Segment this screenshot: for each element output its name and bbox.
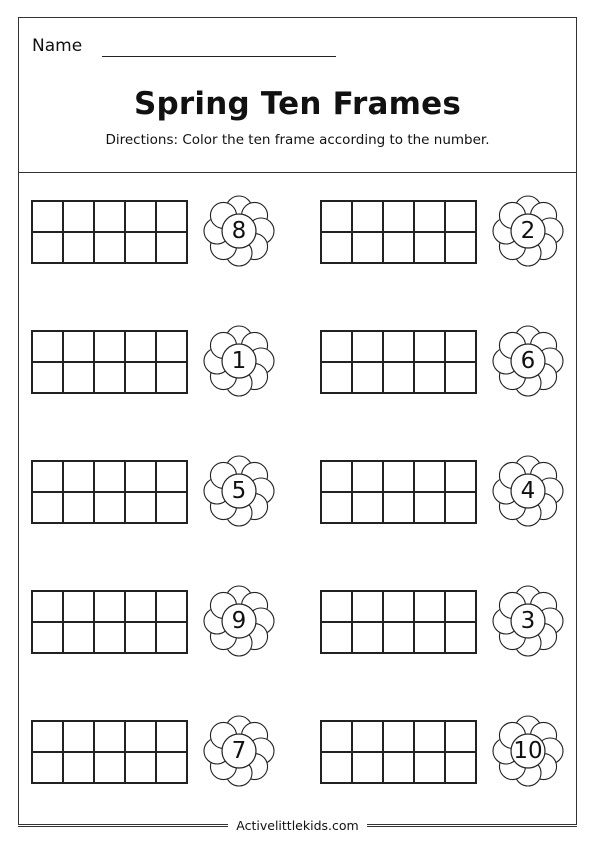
frame-number: 2 xyxy=(520,218,536,244)
ten-frame-item xyxy=(19,453,269,529)
ten-frame-cell[interactable] xyxy=(414,331,445,362)
ten-frame[interactable] xyxy=(320,720,477,784)
ten-frame-cell[interactable] xyxy=(63,492,94,523)
ten-frame[interactable] xyxy=(31,200,188,264)
flower-icon xyxy=(490,713,566,789)
ten-frame-cell[interactable] xyxy=(321,201,352,232)
ten-frame-cell[interactable] xyxy=(321,232,352,263)
ten-frame-cell[interactable] xyxy=(94,622,125,653)
ten-frame-cell[interactable] xyxy=(352,331,383,362)
ten-frame[interactable] xyxy=(320,460,477,524)
ten-frame-cell[interactable] xyxy=(63,331,94,362)
ten-frame-cell[interactable] xyxy=(321,721,352,752)
frame-number: 8 xyxy=(231,218,247,244)
ten-frame-cell[interactable] xyxy=(156,591,187,622)
ten-frame-cell[interactable] xyxy=(321,461,352,492)
name-label: Name xyxy=(32,36,83,56)
ten-frame-cell[interactable] xyxy=(32,362,63,393)
ten-frame-cell[interactable] xyxy=(125,591,156,622)
ten-frame-cell[interactable] xyxy=(352,492,383,523)
ten-frame-cell[interactable] xyxy=(383,591,414,622)
flower-icon xyxy=(201,713,277,789)
ten-frame-cell[interactable] xyxy=(445,362,476,393)
ten-frame-cell[interactable] xyxy=(32,201,63,232)
ten-frame-cell[interactable] xyxy=(445,461,476,492)
ten-frame-cell[interactable] xyxy=(383,362,414,393)
ten-frame-cell[interactable] xyxy=(383,331,414,362)
ten-frame-cell[interactable] xyxy=(125,752,156,783)
ten-frame-cell[interactable] xyxy=(156,752,187,783)
ten-frame-item xyxy=(308,323,558,399)
ten-frame-cell[interactable] xyxy=(383,232,414,263)
ten-frame-cell[interactable] xyxy=(32,752,63,783)
ten-frame-cell[interactable] xyxy=(156,721,187,752)
ten-frame[interactable] xyxy=(31,590,188,654)
frame-number: 4 xyxy=(520,478,536,504)
ten-frame-cell[interactable] xyxy=(445,331,476,362)
ten-frame-cell[interactable] xyxy=(445,201,476,232)
ten-frame-cell[interactable] xyxy=(63,232,94,263)
ten-frame-cell[interactable] xyxy=(445,492,476,523)
ten-frame-cell[interactable] xyxy=(445,622,476,653)
ten-frame-cell[interactable] xyxy=(63,362,94,393)
frame-number: 6 xyxy=(520,348,536,374)
ten-frame-cell[interactable] xyxy=(94,492,125,523)
ten-frame-cell[interactable] xyxy=(125,721,156,752)
ten-frame-cell[interactable] xyxy=(94,331,125,362)
ten-frame-cell[interactable] xyxy=(63,201,94,232)
ten-frame-cell[interactable] xyxy=(383,201,414,232)
ten-frame-cell[interactable] xyxy=(321,492,352,523)
ten-frame-cell[interactable] xyxy=(156,622,187,653)
ten-frame[interactable] xyxy=(320,330,477,394)
ten-frame-cell[interactable] xyxy=(414,622,445,653)
ten-frame-cell[interactable] xyxy=(32,331,63,362)
ten-frame-cell[interactable] xyxy=(94,461,125,492)
ten-frame-cell[interactable] xyxy=(321,362,352,393)
ten-frame-cell[interactable] xyxy=(414,362,445,393)
frame-number: 7 xyxy=(231,738,247,764)
ten-frame[interactable] xyxy=(320,590,477,654)
ten-frame-cell[interactable] xyxy=(383,622,414,653)
ten-frame-item xyxy=(19,583,269,659)
frame-number: 5 xyxy=(231,478,247,504)
ten-frame-cell[interactable] xyxy=(125,461,156,492)
ten-frame[interactable] xyxy=(31,460,188,524)
ten-frame-cell[interactable] xyxy=(125,232,156,263)
ten-frame-cell[interactable] xyxy=(445,721,476,752)
ten-frame-cell[interactable] xyxy=(32,461,63,492)
worksheet-header xyxy=(19,18,576,173)
ten-frame-cell[interactable] xyxy=(352,752,383,783)
ten-frame-cell[interactable] xyxy=(383,461,414,492)
ten-frame-item xyxy=(19,323,269,399)
ten-frame-cell[interactable] xyxy=(414,721,445,752)
ten-frame-cell[interactable] xyxy=(156,362,187,393)
flower-icon xyxy=(490,193,566,269)
ten-frame-cell[interactable] xyxy=(445,752,476,783)
ten-frame-cell[interactable] xyxy=(352,622,383,653)
ten-frames-grid xyxy=(19,173,576,813)
ten-frame-cell[interactable] xyxy=(63,721,94,752)
ten-frame-cell[interactable] xyxy=(156,201,187,232)
ten-frame-item xyxy=(308,583,558,659)
ten-frame-cell[interactable] xyxy=(32,622,63,653)
ten-frame-cell[interactable] xyxy=(414,591,445,622)
ten-frame-cell[interactable] xyxy=(414,752,445,783)
ten-frame-cell[interactable] xyxy=(94,591,125,622)
ten-frame-cell[interactable] xyxy=(352,201,383,232)
ten-frame-cell[interactable] xyxy=(383,752,414,783)
frame-number: 10 xyxy=(513,738,543,764)
ten-frame-cell[interactable] xyxy=(63,622,94,653)
ten-frame-item xyxy=(308,193,558,269)
ten-frame[interactable] xyxy=(31,720,188,784)
ten-frame-cell[interactable] xyxy=(321,331,352,362)
directions-text: Directions: Color the ten frame according to the number. xyxy=(105,132,490,148)
ten-frame-cell[interactable] xyxy=(94,232,125,263)
worksheet xyxy=(18,17,577,825)
flower-icon xyxy=(490,583,566,659)
ten-frame-item xyxy=(308,453,558,529)
ten-frame-cell[interactable] xyxy=(156,331,187,362)
flower-icon xyxy=(490,323,566,399)
ten-frame-cell[interactable] xyxy=(125,201,156,232)
ten-frame-cell[interactable] xyxy=(352,362,383,393)
ten-frame-cell[interactable] xyxy=(32,232,63,263)
flower-icon xyxy=(201,193,277,269)
ten-frame-cell[interactable] xyxy=(414,232,445,263)
frame-number: 3 xyxy=(520,608,536,634)
ten-frame-cell[interactable] xyxy=(125,492,156,523)
ten-frame-cell[interactable] xyxy=(125,362,156,393)
ten-frame-cell[interactable] xyxy=(94,201,125,232)
ten-frame-cell[interactable] xyxy=(445,591,476,622)
ten-frame-cell[interactable] xyxy=(156,492,187,523)
ten-frame-cell[interactable] xyxy=(94,362,125,393)
ten-frame-cell[interactable] xyxy=(32,721,63,752)
ten-frame-cell[interactable] xyxy=(32,492,63,523)
footer-text: Activelittlekids.com xyxy=(228,818,366,833)
ten-frame-cell[interactable] xyxy=(352,721,383,752)
ten-frame[interactable] xyxy=(320,200,477,264)
ten-frame-cell[interactable] xyxy=(63,591,94,622)
ten-frame-cell[interactable] xyxy=(63,461,94,492)
frame-number: 9 xyxy=(231,608,247,634)
name-input-line[interactable] xyxy=(102,56,336,57)
flower-icon xyxy=(490,453,566,529)
ten-frame-cell[interactable] xyxy=(94,752,125,783)
ten-frame-cell[interactable] xyxy=(63,752,94,783)
flower-icon xyxy=(201,323,277,399)
ten-frame-cell[interactable] xyxy=(125,331,156,362)
ten-frame-cell[interactable] xyxy=(321,591,352,622)
ten-frame-cell[interactable] xyxy=(321,752,352,783)
ten-frame-cell[interactable] xyxy=(414,461,445,492)
ten-frame-cell[interactable] xyxy=(156,461,187,492)
footer-site-credit xyxy=(0,818,595,833)
ten-frame-item xyxy=(19,713,269,789)
page-title: Spring Ten Frames xyxy=(134,86,461,122)
ten-frame-cell[interactable] xyxy=(414,201,445,232)
ten-frame[interactable] xyxy=(31,330,188,394)
ten-frame-cell[interactable] xyxy=(352,461,383,492)
ten-frame-cell[interactable] xyxy=(321,622,352,653)
ten-frame-cell[interactable] xyxy=(94,721,125,752)
ten-frame-cell[interactable] xyxy=(352,232,383,263)
ten-frame-item xyxy=(308,713,558,789)
frame-number: 1 xyxy=(231,348,247,374)
ten-frame-cell[interactable] xyxy=(32,591,63,622)
ten-frame-cell[interactable] xyxy=(383,492,414,523)
ten-frame-cell[interactable] xyxy=(445,232,476,263)
ten-frame-cell[interactable] xyxy=(156,232,187,263)
flower-icon xyxy=(201,583,277,659)
ten-frame-cell[interactable] xyxy=(125,622,156,653)
ten-frame-cell[interactable] xyxy=(352,591,383,622)
flower-icon xyxy=(201,453,277,529)
ten-frame-cell[interactable] xyxy=(414,492,445,523)
ten-frame-item xyxy=(19,193,269,269)
ten-frame-cell[interactable] xyxy=(383,721,414,752)
